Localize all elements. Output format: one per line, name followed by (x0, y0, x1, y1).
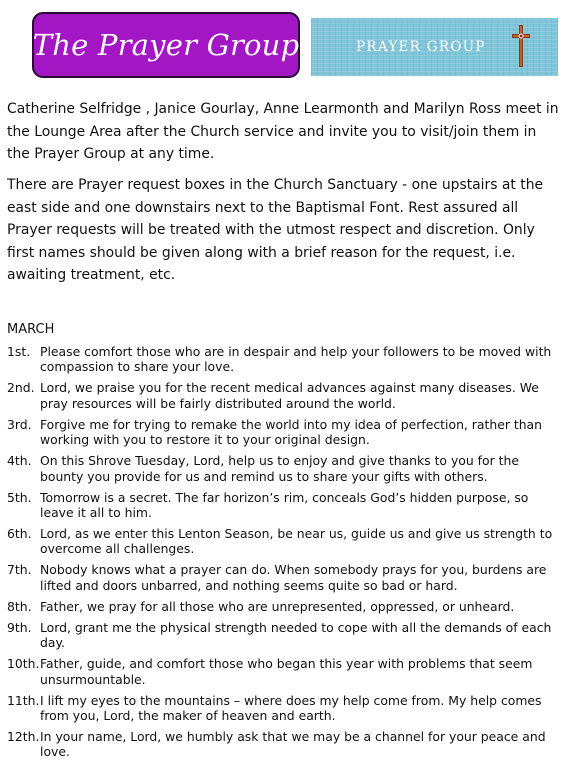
intro-paragraph-members: Catherine Selfridge , Janice Gourlay, Anne Learmonth and Marilyn Ross meet in the Lounge Area after the Church service and invite you to visit/join them in the Prayer Group at any time. (7, 101, 559, 162)
prayer-item (7, 344, 559, 375)
prayer-text: In your name, Lord, we humbly ask that we may be a channel for your peace and love. (40, 729, 546, 760)
prayer-day: 9th. (7, 619, 32, 635)
prayer-text: Lord, as we enter this Lenton Season, be near us, guide us and give us strength to overcome all challenges. (40, 526, 553, 557)
month-heading: MARCH (7, 322, 55, 337)
prayer-day: 5th. (7, 489, 32, 505)
prayer-item (7, 417, 559, 448)
prayer-day: 3rd. (7, 416, 32, 432)
prayer-text: Lord, we praise you for the recent medical advances against many diseases. We pray resources will be fairly distributed around the world. (40, 380, 539, 411)
prayer-item (7, 599, 559, 614)
prayer-day: 2nd. (7, 380, 35, 396)
page-title: The Prayer Group (32, 28, 300, 62)
prayer-day: 4th. (7, 453, 32, 469)
prayer-text: Nobody knows what a prayer can do. When somebody prays for you, burdens are lifted and doors unbarred, and nothing seems quite so bad or hard. (40, 562, 547, 593)
prayer-item (7, 620, 559, 651)
prayer-list (7, 344, 559, 765)
prayer-day: 8th. (7, 598, 32, 614)
prayer-text: Forgive me for trying to remake the world into my idea of perfection, rather than working with you to restore it to your original design. (40, 416, 543, 448)
prayer-day: 7th. (7, 562, 32, 578)
prayer-item (7, 729, 559, 760)
prayer-day: 12th. (7, 729, 40, 745)
prayer-item (7, 490, 559, 521)
prayer-item (7, 693, 559, 724)
prayer-text: Tomorrow is a secret. The far horizon’s rim, conceals God’s hidden purpose, so leave it all to him. (40, 489, 529, 521)
prayer-item (7, 656, 559, 687)
prayer-day: 11th. (7, 692, 40, 708)
cross-icon (511, 24, 531, 68)
prayer-day: 10th. (7, 656, 40, 672)
prayer-text: I lift my eyes to the mountains – where does my help come from. My help comes from you, Lord, the maker of heaven and earth. (40, 692, 542, 724)
prayer-text: Lord, grant me the physical strength needed to cope with all the demands of each day. (40, 619, 552, 651)
prayer-text: Please comfort those who are in despair and help your followers to be moved with compassion to share your love. (40, 344, 552, 375)
prayer-item (7, 380, 559, 411)
title-box (32, 12, 300, 78)
prayer-day: 6th. (7, 526, 32, 542)
prayer-text: Father, we pray for all those who are unrepresented, oppressed, or unheard. (40, 598, 515, 614)
prayer-text: Father, guide, and comfort those who began this year with problems that seem unsurmountable. (40, 656, 533, 687)
prayer-item (7, 453, 559, 484)
intro-paragraph-requests: There are Prayer request boxes in the Church Sanctuary - one upstairs at the east side and one downstairs next to the Baptismal Font. Rest assured all Prayer requests will be treated with the utmost respect and discretion. Only first names should be given along with a brief reason for the request, i.e. awaiting treatment, etc. (7, 177, 544, 283)
prayer-item (7, 562, 559, 593)
banner-label: PRAYER GROUP (356, 39, 486, 55)
prayer-item (7, 526, 559, 557)
prayer-text: On this Shrove Tuesday, Lord, help us to enjoy and give thanks to you for the bounty you provide for us and remind us to share your gifts with others. (40, 453, 519, 484)
prayer-group-banner (311, 18, 558, 76)
prayer-day: 1st. (7, 344, 31, 359)
